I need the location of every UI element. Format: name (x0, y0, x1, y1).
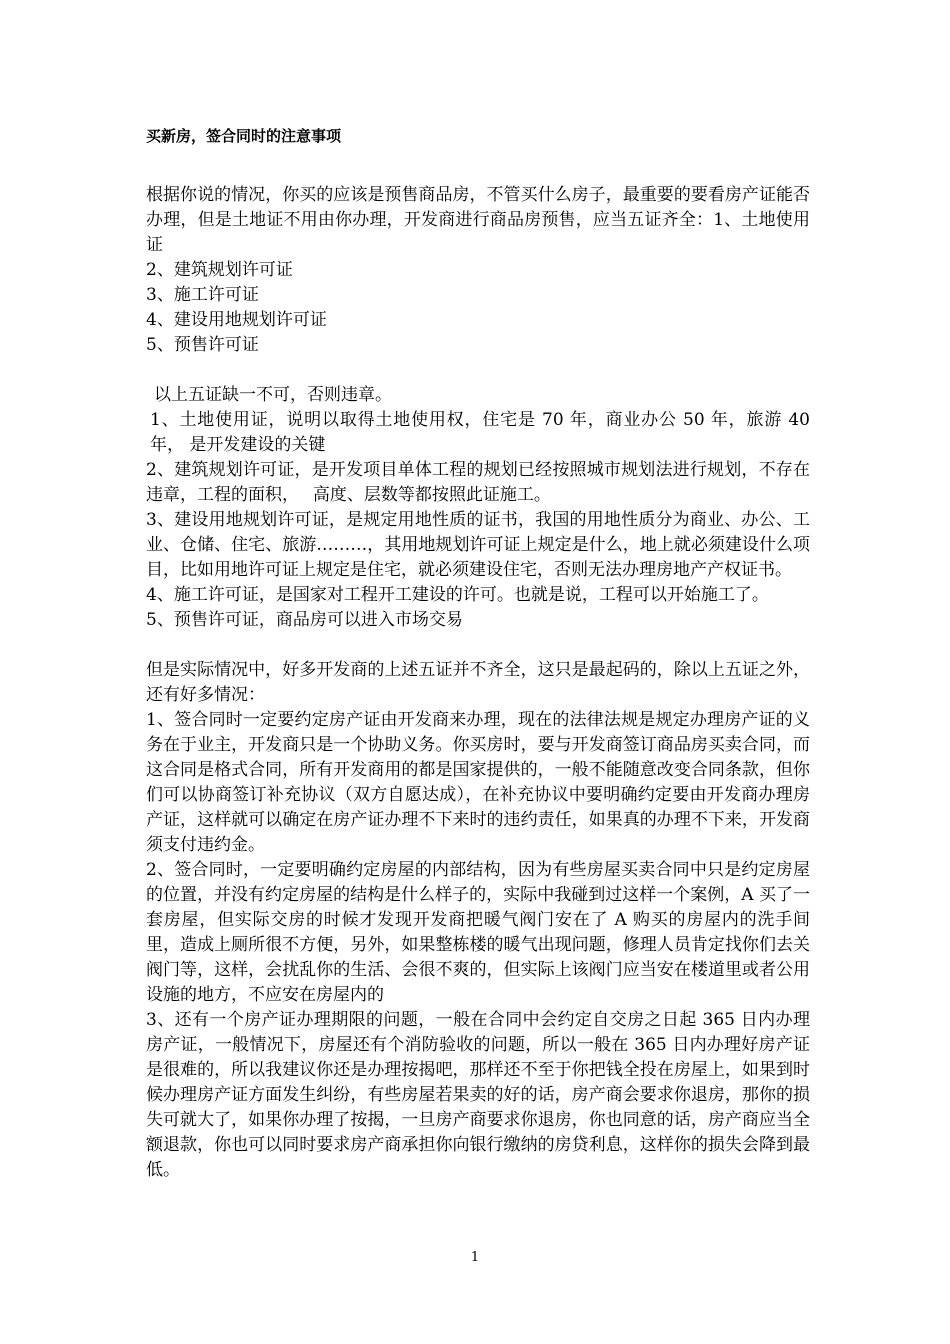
section3-lead: 但是实际情况中，好多开发商的上述五证并不齐全，这只是最起码的，除以上五证之外，还有好多情况： (146, 660, 810, 705)
document-title: 买新房，签合同时的注意事项 (146, 127, 342, 145)
document-body (146, 183, 810, 1183)
contract-advice-item: 2、签合同时，一定要明确约定房屋的内部结构，因为有些房屋买卖合同中只是约定房屋的位置，并没有约定房屋的结构是什么样子的，实际中我碰到过这样一个案例，A 买了一套房屋，但实际交房的时候才发现开发商把暖气阀门安在了 A 购买的房屋内的洗手间里，造成上厕所很不方便，另外，如果整栋楼的暖气出现问题，修理人员肯定找你们去关阀门等，这样，会扰乱你的生活、会很不爽的，但实际上该阀门应当安在楼道里或者公用设施的地方，不应安在房屋内的 (146, 860, 810, 1005)
permit-list-item: 3、施工许可证 (146, 285, 259, 305)
permit-explanation: 1、土地使用证，说明以取得土地使用权，住宅是 70 年，商业办公 50 年，旅游 40 年， 是开发建设的关键 (150, 410, 810, 455)
section1-intro: 根据你说的情况，你买的应该是预售商品房，不管买什么房子，最重要的要看房产证能否办理，但是土地证不用由你办理，开发商进行商品房预售，应当五证齐全：1、土地使用证 (146, 185, 810, 255)
contract-advice-item: 1、签合同时一定要约定房产证由开发商来办理，现在的法律法规是规定办理房产证的义务在于业主，开发商只是一个协助义务。你买房时，要与开发商签订商品房买卖合同，而这合同是格式合同，所有开发商用的都是国家提供的，一般不能随意改变合同条款，但你们可以协商签订补充协议（双方自愿达成），在补充协议中要明确约定要由开发商办理房产证，这样就可以确定在房产证办理不下来时的违约责任，如果真的办理不下来，开发商须支付违约金。 (146, 710, 810, 855)
permit-explanation: 4、施工许可证，是国家对工程开工建设的许可。也就是说，工程可以开始施工了。 (146, 585, 769, 605)
permit-list-item: 2、建筑规划许可证 (146, 260, 293, 280)
permit-explanation: 2、建筑规划许可证，是开发项目单体工程的规划已经按照城市规划法进行规划，不存在违章，工程的面积， 高度、层数等都按照此证施工。 (146, 460, 810, 505)
permit-list-item: 4、建设用地规划许可证 (146, 310, 327, 330)
permit-explanation: 5、预售许可证，商品房可以进入市场交易 (146, 610, 463, 630)
permit-list-item: 5、预售许可证 (146, 335, 259, 355)
page-number: 1 (470, 1250, 480, 1265)
section2-lead: 以上五证缺一不可，否则违章。 (154, 385, 392, 405)
permit-explanation: 3、建设用地规划许可证，是规定用地性质的证书，我国的用地性质分为商业、办公、工业、仓储、住宅、旅游………，其用地规划许可证上规定是什么，地上就必须建设什么项目，比如用地许可证上规定是住宅，就必须建设住宅，否则无法办理房地产产权证书。 (146, 510, 810, 580)
contract-advice-item: 3、还有一个房产证办理期限的问题，一般在合同中会约定自交房之日起 365 日内办理房产证，一般情况下，房屋还有个消防验收的问题，所以一般在 365 日内办理好房产证是很难的，所以我建议你还是办理按揭吧，那样还不至于你把钱全投在房屋上，如果到时候办理房产证方面发生纠纷，有些房屋若果卖的好的话，房产商会要求你退房，那你的损失可就大了，如果你办理了按揭，一旦房产商要求你退房，你也同意的话，房产商应当全额退款，你也可以同时要求房产商承担你向银行缴纳的房贷利息，这样你的损失会降到最低。 (146, 1010, 810, 1180)
